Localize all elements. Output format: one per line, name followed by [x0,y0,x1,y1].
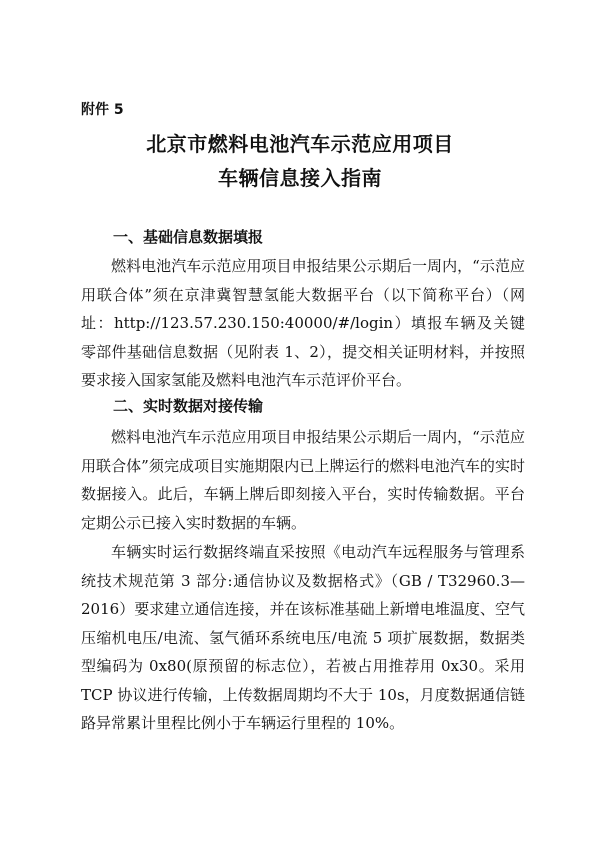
document-title-line-2: 车辆信息接入指南 [218,166,382,190]
document-title-line-1: 北京市燃料电池汽车示范应用项目 [146,132,454,156]
attachment-label: 附件 5 [81,102,124,118]
section-heading-realtime-data: 二、实时数据对接传输 [113,397,264,415]
section-paragraph: 燃料电池汽车示范应用项目申报结果公示期后一周内，“示范应用联合体”须在京津冀智慧氢能大数据平台（以下简称平台）（网址：http://123.57.230.150:40000/#/login）填报车辆及关键零部件基础信息数据（见附表 1、2），提交相关证明材料，并按照要求接入国家氢能及燃料电池汽车示范评价平台。 [81,257,525,389]
section-paragraph: 燃料电池汽车示范应用项目申报结果公示期后一周内，“示范应用联合体”须完成项目实施期限内已上牌运行的燃料电池汽车的实时数据接入。此后，车辆上牌后即刻接入平台，实时传输数据。平台定期公示已接入实时数据的车辆。 [81,428,525,532]
section-paragraph: 车辆实时运行数据终端直采按照《电动汽车远程服务与管理系统技术规范第 3 部分:通信协议及数据格式》（GB / T32960.3—2016）要求建立通信连接，并在该标准基础上新增电堆温度、空气压缩机电压/电流、氢气循环系统电压/电流 5 项扩展数据，数据类型编码为 0x80(原预留的标志位），若被占用推荐用 0x30。采用 TCP 协议进行传输，上传数据周期均不大于 10s，月度数据通信链路异常累计里程比例小于车辆运行里程的 10%。 [81,543,525,732]
section-heading-basic-info: 一、基础信息数据填报 [113,228,264,246]
